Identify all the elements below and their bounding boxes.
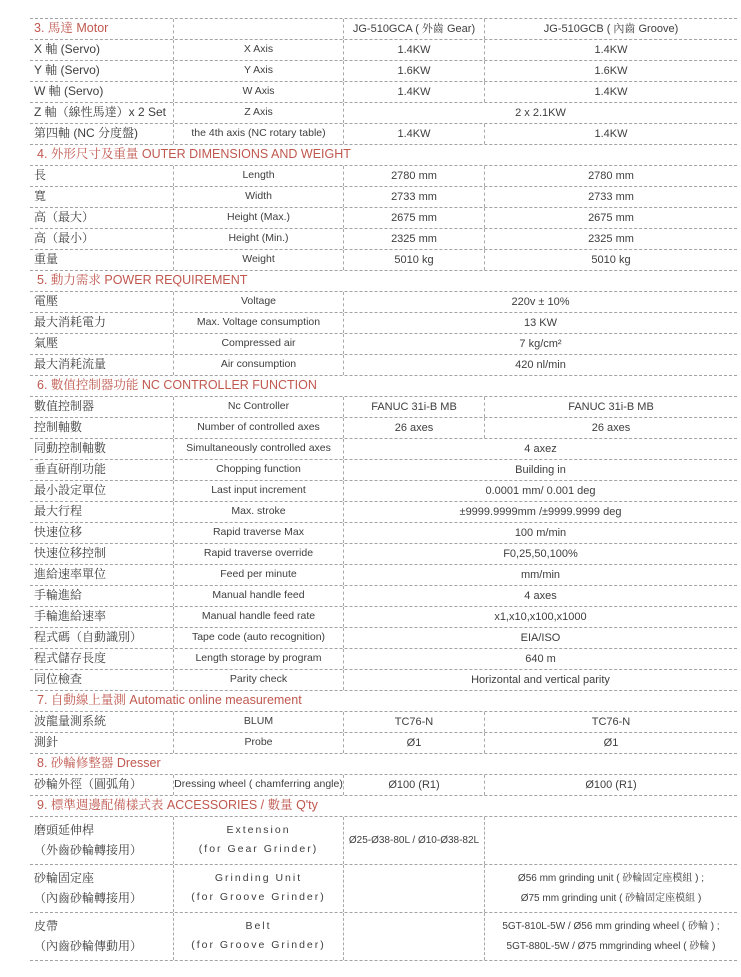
spec-line: Extension [226,823,291,836]
spec-label-en [173,817,343,864]
spec-label-zh: 第四軸 (NC 分度盤) [34,126,138,141]
model-section-title: 3. 馬達 Motor [34,21,109,36]
table-row [30,460,737,481]
spec-label-en: Length storage by program [173,649,343,669]
spec-label-en: Air consumption [173,355,343,375]
spec-line: （內齒砂輪傳動用） [34,938,143,953]
spec-label-en: Y Axis [173,61,343,81]
table-row [30,481,737,502]
spec-label-zh: 程式儲存長度 [34,651,107,666]
spec-line: 皮帶 [34,918,59,933]
table-row [30,166,737,187]
spec-line: Belt [245,919,272,932]
spec-value-gca: Ø1 [343,733,484,753]
table-row [30,355,737,376]
spec-value-merged: 420 nl/min [343,355,737,375]
table-row [30,40,737,61]
spec-label-zh: 控制軸數 [34,420,83,435]
spec-value-merged: 4 axez [343,439,737,459]
spec-value-merged: 2 x 2.1KW [343,103,737,123]
spec-value-gca: 2780 mm [343,166,484,186]
table-row [30,418,737,439]
spec-value-merged: 640 m [343,649,737,669]
table-row [30,607,737,628]
spec-line: 砂輪固定座 [34,870,95,885]
spec-label-en: Manual handle feed rate [173,607,343,627]
spec-label-zh: 手輪進給速率 [34,609,107,624]
model-header-gcb: JG-510GCB ( 內齒 Groove) [484,19,737,39]
spec-label-en: Height (Max.) [173,208,343,228]
table-row [30,502,737,523]
section-title: 8. 砂輪修整器 Dresser [37,756,161,771]
table-row [30,19,737,40]
table-row [30,334,737,355]
spec-label-en: Chopping function [173,460,343,480]
spec-line: Ø56 mm grinding unit ( 砂輪固定座模組 ) ; [517,873,705,885]
spec-label-en: BLUM [173,712,343,732]
spec-value-gca: 1.4KW [343,124,484,144]
spec-value-merged: 7 kg/cm² [343,334,737,354]
spec-value-gca: 26 axes [343,418,484,438]
spec-label-zh: 最大消耗電力 [34,315,107,330]
section-title: 4. 外形尺寸及重量 OUTER DIMENSIONS AND WEIGHT [37,147,351,162]
spec-label-en [173,865,343,912]
spec-value-gca: 2325 mm [343,229,484,249]
table-row [30,523,737,544]
spec-label-zh: W 軸 (Servo) [34,84,104,99]
table-row [30,712,737,733]
spec-label-zh: 同位檢查 [34,672,83,687]
spec-label-zh: 高（最小） [34,231,95,246]
spec-label-en: Rapid traverse override [173,544,343,564]
spec-label-zh [30,817,173,864]
empty-cell [173,19,343,39]
spec-label-en [173,913,343,960]
spec-value-merged: Building in [343,460,737,480]
table-row [30,229,737,250]
spec-value-gca [343,913,484,960]
spec-label-zh [30,913,173,960]
spec-line: （內齒砂輪轉接用） [34,890,143,905]
spec-label-zh: 垂直研削功能 [34,462,107,477]
spec-value-gcb [484,817,737,864]
spec-line: (for Groove Grinder) [191,939,326,952]
table-row [30,208,737,229]
table-row [30,292,737,313]
section-header-row [30,145,737,166]
spec-label-en: Simultaneously controlled axes [173,439,343,459]
table-row [30,544,737,565]
spec-label-zh: 最大行程 [34,504,83,519]
spec-value-merged: 4 axes [343,586,737,606]
spec-label-en: Last input increment [173,481,343,501]
spec-line: (for Groove Grinder) [191,891,326,904]
spec-line: (for Gear Grinder) [198,843,319,856]
spec-value-gcb: 1.4KW [484,40,737,60]
spec-label-zh: 數值控制器 [34,399,95,414]
spec-line: Ø25-Ø38-80L / Ø10-Ø38-82L [348,835,480,846]
spec-label-en: Z Axis [173,103,343,123]
spec-label-zh [30,865,173,912]
spec-line: 磨頭延伸桿 [34,822,95,837]
spec-label-zh: 測針 [34,735,59,750]
spec-value-gca: FANUC 31i-B MB [343,397,484,417]
spec-value-gca: Ø100 (R1) [343,775,484,795]
spec-label-en: Tape code (auto recognition) [173,628,343,648]
spec-table [30,18,737,961]
spec-label-en: Voltage [173,292,343,312]
table-row [30,670,737,691]
spec-label-en: Manual handle feed [173,586,343,606]
spec-value-gca: 5010 kg [343,250,484,270]
table-row [30,817,737,865]
table-row [30,913,737,961]
table-row [30,565,737,586]
spec-label-en: W Axis [173,82,343,102]
spec-value-gca [343,817,484,864]
table-row [30,124,737,145]
table-row [30,733,737,754]
table-row [30,82,737,103]
spec-value-gcb: 2780 mm [484,166,737,186]
spec-value-merged: x1,x10,x100,x1000 [343,607,737,627]
table-row [30,313,737,334]
spec-value-gcb: Ø1 [484,733,737,753]
spec-label-en: Number of controlled axes [173,418,343,438]
spec-value-gca [343,865,484,912]
spec-value-gcb: 5010 kg [484,250,737,270]
spec-value-merged: 13 KW [343,313,737,333]
spec-label-zh: 程式碼（自動識別） [34,630,143,645]
spec-label-zh: 寬 [34,189,47,204]
spec-line: （外齒砂輪轉接用） [34,842,143,857]
spec-label-zh: 高（最大） [34,210,95,225]
spec-value-gca: 1.4KW [343,40,484,60]
spec-label-zh: 同動控制軸數 [34,441,107,456]
spec-value-gcb: 1.4KW [484,82,737,102]
table-row [30,586,737,607]
section-header-row [30,796,737,817]
spec-label-zh: 快速位移 [34,525,83,540]
spec-value-gcb: 26 axes [484,418,737,438]
spec-label-zh: X 軸 (Servo) [34,42,101,57]
spec-line: Ø75 mm grinding unit ( 砂輪固定座模組 ) [520,892,702,904]
table-row [30,250,737,271]
spec-value-gcb: 2675 mm [484,208,737,228]
spec-value-gcb: 1.4KW [484,124,737,144]
spec-value-gcb [484,865,737,912]
section-title: 5. 動力需求 POWER REQUIREMENT [37,273,248,288]
table-row [30,439,737,460]
table-row [30,61,737,82]
spec-label-zh: 進給速率單位 [34,567,107,582]
spec-label-en: X Axis [173,40,343,60]
spec-value-merged: Horizontal and vertical parity [343,670,737,690]
spec-value-merged: 0.0001 mm/ 0.001 deg [343,481,737,501]
spec-label-zh: 波龍量測系統 [34,714,107,729]
spec-label-en: Nc Controller [173,397,343,417]
spec-label-en: Dressing wheel ( chamferring angle) [173,775,343,795]
spec-value-gcb: 2733 mm [484,187,737,207]
spec-line: Grinding Unit [214,871,303,884]
spec-value-gca: 2733 mm [343,187,484,207]
spec-value-gcb: 2325 mm [484,229,737,249]
spec-value-merged: F0,25,50,100% [343,544,737,564]
spec-value-gcb: FANUC 31i-B MB [484,397,737,417]
table-row [30,103,737,124]
spec-value-merged: 220v ± 10% [343,292,737,312]
spec-label-en: Feed per minute [173,565,343,585]
spec-line: 5GT-880L-5W / Ø75 mmgrinding wheel ( 砂輪 ) [506,940,716,952]
spec-value-gcb: TC76-N [484,712,737,732]
spec-value-gca: TC76-N [343,712,484,732]
section-header-row [30,271,737,292]
spec-label-zh: 氣壓 [34,336,59,351]
spec-label-zh: 快速位移控制 [34,546,107,561]
spec-value-gcb: 1.6KW [484,61,737,81]
spec-line: 5GT-810L-5W / Ø56 mm grinding wheel ( 砂輪 ) ; [502,921,720,933]
table-row [30,187,737,208]
spec-label-en: Parity check [173,670,343,690]
spec-label-zh: 砂輪外徑（圓弧角） [34,777,143,792]
section-header-row [30,754,737,775]
spec-label-en: Width [173,187,343,207]
table-row [30,649,737,670]
spec-label-en: Rapid traverse Max [173,523,343,543]
spec-label-zh: 長 [34,168,47,183]
spec-value-gca: 1.6KW [343,61,484,81]
spec-label-zh: 手輪進給 [34,588,83,603]
spec-value-gcb: Ø100 (R1) [484,775,737,795]
section-header-row [30,376,737,397]
table-row [30,865,737,913]
spec-value-merged: 100 m/min [343,523,737,543]
spec-label-zh: 最小設定單位 [34,483,107,498]
spec-value-merged: ±9999.9999mm /±9999.9999 deg [343,502,737,522]
spec-label-en: Weight [173,250,343,270]
table-row [30,775,737,796]
spec-value-gca: 1.4KW [343,82,484,102]
spec-label-en: Compressed air [173,334,343,354]
section-header-row [30,691,737,712]
spec-label-en: Probe [173,733,343,753]
spec-value-merged: mm/min [343,565,737,585]
section-title: 7. 自動線上量測 Automatic online measurement [37,693,302,708]
spec-label-en: Max. Voltage consumption [173,313,343,333]
section-title: 9. 標準週邊配備樣式表 ACCESSORIES / 數量 Q'ty [37,798,318,813]
spec-label-zh: Z 軸（線性馬達）x 2 Set [34,105,167,120]
table-row [30,397,737,418]
spec-label-en: Height (Min.) [173,229,343,249]
spec-label-zh: 電壓 [34,294,59,309]
model-header-gca: JG-510GCA ( 外齒 Gear) [343,19,484,39]
spec-value-gca: 2675 mm [343,208,484,228]
spec-label-zh: 重量 [34,252,59,267]
spec-label-en: the 4th axis (NC rotary table) [173,124,343,144]
spec-label-en: Max. stroke [173,502,343,522]
spec-label-zh: Y 軸 (Servo) [34,63,100,78]
spec-value-merged: EIA/ISO [343,628,737,648]
spec-label-zh: 最大消耗流量 [34,357,107,372]
spec-label-en: Length [173,166,343,186]
section-title: 6. 數值控制器功能 NC CONTROLLER FUNCTION [37,378,317,393]
table-row [30,628,737,649]
spec-value-gcb [484,913,737,960]
